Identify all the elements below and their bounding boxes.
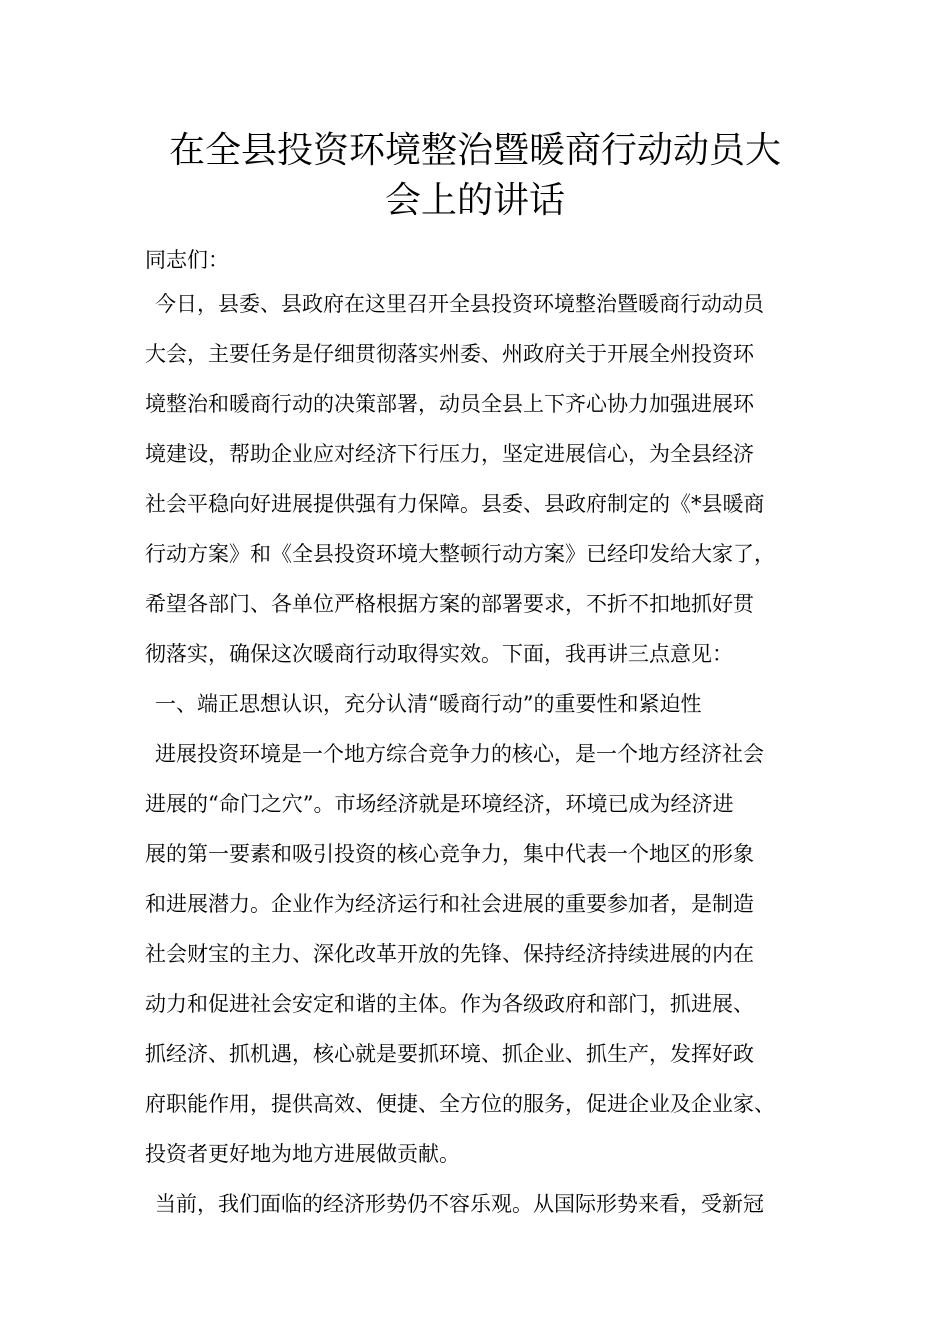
paragraph-line: 当前，我们面临的经济形势仍不容乐观。从国际形势来看，受新冠	[155, 1192, 764, 1216]
salutation: 同志们：	[145, 248, 229, 272]
paragraph-line: 府职能作用，提供高效、便捷、全方位的服务，促进企业及企业家、	[145, 1092, 775, 1116]
paragraph-line: 境建设，帮助企业应对经济下行压力，坚定进展信心，为全县经济	[145, 442, 754, 466]
document-body	[145, 235, 830, 1229]
paragraph-line: 抓经济、抓机遇，核心就是要抓环境、抓企业、抓生产，发挥好政	[145, 1042, 754, 1066]
paragraph-line: 和进展潜力。企业作为经济运行和社会进展的重要参加者，是制造	[145, 892, 754, 916]
paragraph-line: 社会财宝的主力、深化改革开放的先锋、保持经济持续进展的内在	[145, 942, 754, 966]
paragraph-line: 展的第一要素和吸引投资的核心竞争力，集中代表一个地区的形象	[145, 842, 754, 866]
paragraph-line: 进展投资环境是一个地方综合竞争力的核心，是一个地方经济社会	[155, 742, 764, 766]
paragraph-line: 境整治和暖商行动的决策部署，动员全县上下齐心协力加强进展环	[145, 392, 754, 416]
paragraph-line: 进展的“命门之穴”。市场经济就是环境经济，环境已成为经济进	[145, 792, 734, 816]
paragraph-line: 彻落实，确保这次暖商行动取得实效。下面，我再讲三点意见：	[145, 642, 733, 666]
paragraph-line: 动力和促进社会安定和谐的主体。作为各级政府和部门，抓进展、	[145, 992, 754, 1016]
paragraph-line: 社会平稳向好进展提供强有力保障。县委、县政府制定的《*县暖商	[145, 492, 765, 516]
paragraph-line: 今日，县委、县政府在这里召开全县投资环境整治暨暖商行动动员	[155, 292, 764, 316]
paragraph-line: 希望各部门、各单位严格根据方案的部署要求，不折不扣地抓好贯	[145, 592, 754, 616]
paragraph-line: 投资者更好地为地方进展做贡献。	[145, 1142, 460, 1166]
paragraph-line: 行动方案》和《全县投资环境大整顿行动方案》已经印发给大家了，	[145, 542, 775, 566]
title-line: 会上的讲话	[384, 180, 565, 221]
document-title	[100, 126, 850, 226]
section-heading: 一、端正思想认识，充分认清“暖商行动”的重要性和紧迫性	[155, 692, 702, 716]
paragraph-line: 大会，主要任务是仔细贯彻落实州委、州政府关于开展全州投资环	[145, 342, 754, 366]
title-line: 在全县投资环境整治暨暖商行动动员大	[168, 130, 781, 171]
